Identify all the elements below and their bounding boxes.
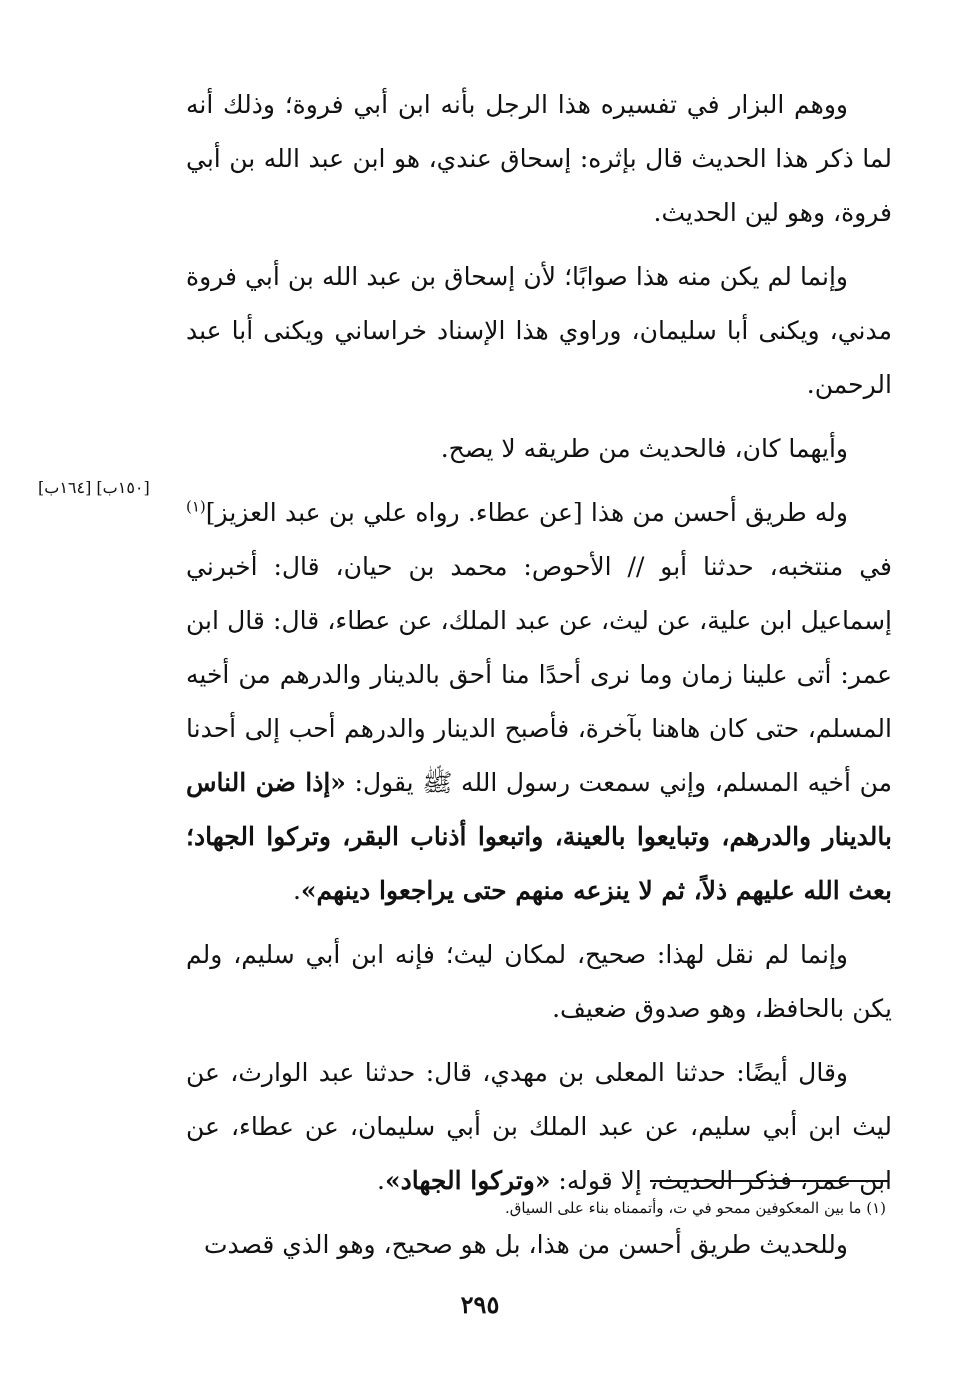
paragraph bbox=[186, 928, 892, 1036]
paragraph-text: ووهم البزار في تفسيره هذا الرجل بأنه ابن أبي فروة؛ وذلك أنه لما ذكر هذا الحديث قال بإثره: إسحاق عندي، هو ابن عبد الله بن أبي فروة، وهو لين الحديث. bbox=[186, 90, 892, 227]
page-number: ٢٩٥ bbox=[460, 1290, 500, 1319]
paragraph-text: وأيهما كان، فالحديث من طريقه لا يصح. bbox=[440, 434, 848, 463]
paragraph-text: وقال أيضًا: حدثنا المعلى بن مهدي، قال: حدثنا عبد الوارث، عن ليث ابن أبي سليم، عن عبد الملك بن أبي سليمان، عن عطاء، عن ابن عمر، فذكر الحديث، إلا قوله: bbox=[186, 1058, 892, 1195]
quoted-hadith-text: «إذا ضن الناس بالدينار والدرهم، وتبايعوا بالعينة، واتبعوا أذناب البقر، وتركوا الجهاد؛ بعث الله عليهم ذلاً، ثم لا ينزعه منهم حتى يراجعوا دينهم» bbox=[186, 768, 892, 905]
paragraph bbox=[186, 486, 892, 918]
margin-folio-note: [١٥٠ب] [١٦٤ب] bbox=[38, 478, 150, 497]
footnote-marker: (١) bbox=[186, 497, 206, 516]
footnote: (١) ما بين المعكوفين ممحو في ت، وأتممناه بناء على السياق. bbox=[505, 1199, 886, 1217]
paragraph-text: وإنما لم يكن منه هذا صوابًا؛ لأن إسحاق بن عبد الله بن أبي فروة مدني، ويكنى أبا سليمان، وراوي هذا الإسناد خراساني ويكنى أبا عبد الرحمن. bbox=[186, 262, 892, 399]
paragraph bbox=[186, 78, 892, 240]
paragraph-text: . bbox=[292, 876, 301, 905]
paragraph-text: وإنما لم نقل لهذا: صحيح، لمكان ليث؛ فإنه ابن أبي سليم، ولم يكن بالحافظ، وهو صدوق ضعيف. bbox=[186, 940, 892, 1023]
paragraph bbox=[186, 250, 892, 412]
paragraph bbox=[186, 422, 892, 476]
paragraph-text: . bbox=[377, 1166, 385, 1195]
paragraph-text: وله طريق أحسن من هذا [عن عطاء. رواه علي بن عبد العزيز] bbox=[205, 498, 848, 527]
quoted-hadith-text: «وتركوا الجهاد» bbox=[384, 1166, 551, 1195]
paragraph bbox=[186, 1046, 892, 1208]
page-body bbox=[186, 78, 892, 1282]
paragraph-text: في منتخبه، حدثنا أبو // الأحوص: محمد بن حيان، قال: أخبرني إسماعيل ابن علية، عن ليث، عن عبد الملك، عن عطاء، قال: قال ابن عمر: أتى علينا زمان وما نرى أحدًا منا أحق بالدينار والدرهم من أخيه المسلم، حتى كان هاهنا بآخرة، فأصبح الدينار والدرهم أحب إلى أحدنا من أخيه المسلم، وإني سمعت رسول الله ﷺ يقول: bbox=[186, 552, 892, 797]
paragraph-text: وللحديث طريق أحسن من هذا، بل هو صحيح، وهو الذي قصدت bbox=[204, 1230, 848, 1259]
footnote-separator bbox=[650, 1180, 888, 1182]
paragraph bbox=[186, 1218, 892, 1272]
